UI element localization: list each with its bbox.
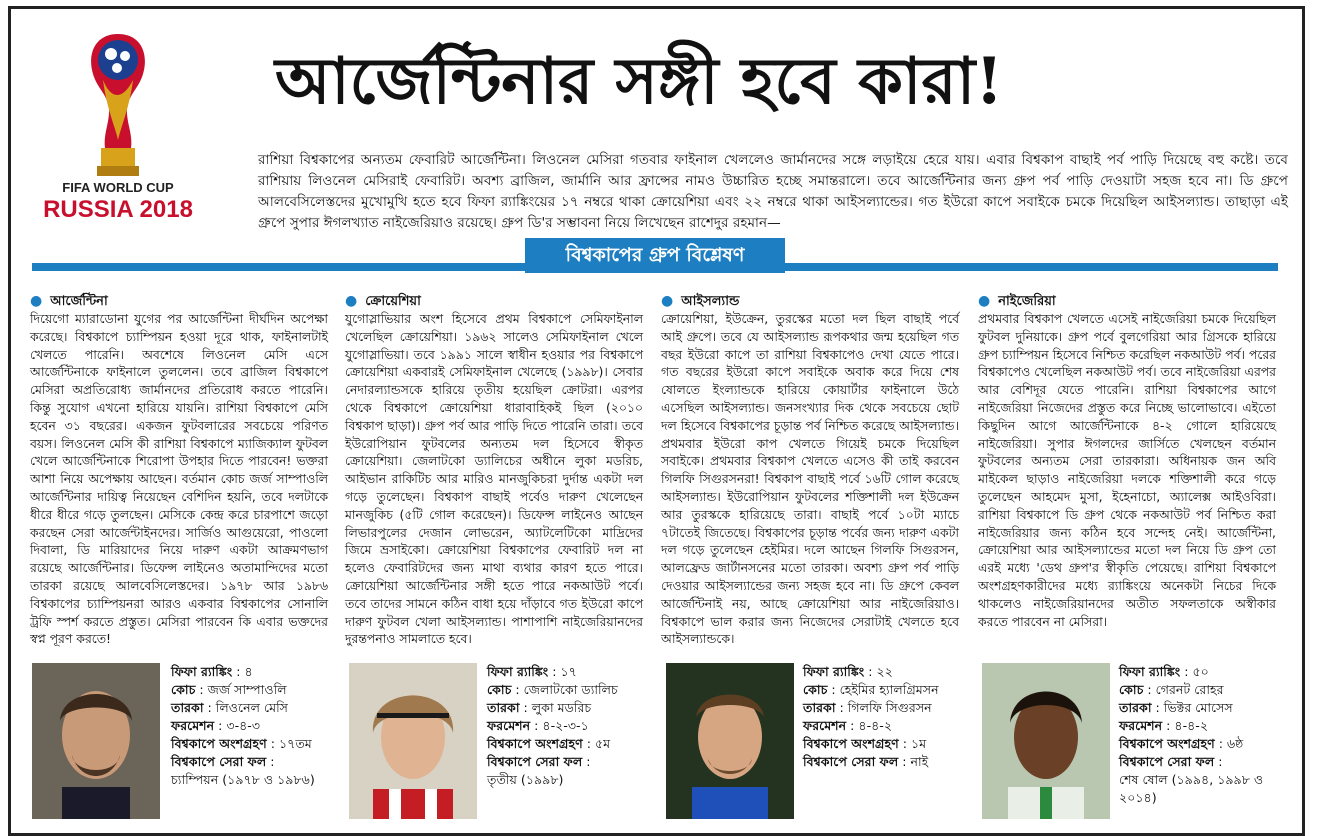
team-column-croatia — [345, 293, 643, 648]
team-article: দিয়েগো ম্যারাডোনা যুগের পর আর্জেন্টিনা দীর্ঘদিন অপেক্ষা করেছে। বিশ্বকাপে চ্যাম্পিয়ন হওয়া দূরে থাক, ফাইনালটাই খেলতে পারেনি। অবশেষে লিওনেল মেসি এসে আর্জেন্টিনাকে ফাইনালে তুললেন। তবে ব্রাজিল বিশ্বকাপে মেসিরা অপ্রতিরোধ্য জার্মানদের প্রতিরোধ করতে পারেনি। কিন্তু সুযোগ এখনো হারিয়ে যায়নি। রাশিয়া বিশ্বকাপে মেসি হবেন ৩১ বছরের। একজন ফুটবলারের সবচেয়ে পরিণত বয়স। লিওনেল মেসি কী রাশিয়া বিশ্বকাপে ম্যাজিক্যাল ফুটবল খেলে আর্জেন্টিনাকে শিরোপা উপহার দিতে পারবেন! ভক্তরা আশা নিয়ে অপেক্ষায় আছেন। বর্তমান কোচ জর্জ সাম্পাওলি আর্জেন্টিনার দায়িত্ব নিয়েছেন বেশিদিন হয়নি, তবে দলটাকে ধীরে ধীরে গড়ে তুলছেন। মেসিকে কেন্দ্র করে চারপাশে জড়ো করছেন সেরা আর্জেন্টাইনদের। সার্জিও আগুয়েরো, পাওলো দিবালা, ডি মারিয়াদের নিয়ে দারুণ একটা আক্রমণভাগ রয়েছে আর্জেন্টিনার। ডিফেন্স লাইনেও অতামান্দিদের মতো তারকা রয়েছে আলবেসিলেস্তদের। ১৯৭৮ আর ১৯৮৬ বিশ্বকাপের চ্যাম্পিয়নরা আরও একবার বিশ্বকাপের সোনালি ট্রফি স্পর্শ করতে প্রস্তুত। মেসিরা পারবেন কি এবার ভক্তদের স্বপ্ন পূরণ করতে! — [30, 311, 328, 647]
bullet-icon: ● — [345, 293, 358, 309]
team-column-iceland — [661, 293, 959, 648]
stat-formation: ফরমেশন : ৪-২-৩-১ — [487, 718, 589, 733]
player-photo-argentina — [32, 663, 160, 819]
team-stats-croatia — [487, 663, 659, 789]
player-photo-nigeria — [982, 663, 1110, 819]
stat-formation: ফরমেশন : ৪-৪-২ — [1119, 718, 1209, 733]
stat-star: তারকা : ভিক্টর মোসেস — [1119, 700, 1233, 715]
stat-coach: কোচ : হেইমির হ্যালগ্রিমসন — [803, 682, 939, 697]
bullet-icon: ● — [30, 293, 43, 309]
stat-appearance: বিশ্বকাপে অংশগ্রহণ : ১ম — [803, 736, 927, 751]
intro-paragraph: রাশিয়া বিশ্বকাপের অন্যতম ফেবারিট আর্জেন্টিনা। লিওনেল মেসিরা গতবার ফাইনাল খেললেও জার্মানদের সঙ্গে লড়াইয়ে হেরে যায়। এবার বিশ্বকাপ বাছাই পর্ব পাড়ি দিয়েছে বহু কষ্টে। তবে রাশিয়ায় লিওনেল মেসিরাই ফেবারিট। অবশ্য ব্রাজিল, জার্মানি আর ফ্রান্সের নামও উচ্চারিত হচ্ছে সমান্তরালে। তবে আর্জেন্টিনার জন্য গ্রুপ পর্ব পাড়ি দেওয়াটা সহজ হবে না। ডি গ্রুপে আলবেসিলেস্তদের মুখোমুখি হতে হবে ফিফা র‌্যাঙ্কিংয়ের ১৭ নম্বরে থাকা ক্রোয়েশিয়া এবং ২২ নম্বরে থাকা আইসল্যান্ডের। গত ইউরো কাপে সবাইকে চমকে দিয়েছিল আইসল্যান্ড। তাছাড়া এই গ্রুপে সুপার ঈগলখ্যাত নাইজেরিয়াও রয়েছে। গ্রুপ ডি'র সম্ভাবনা নিয়ে লিখেছেন রাশেদুর রহমান— — [258, 152, 1288, 231]
stat-best-result: বিশ্বকাপে সেরা ফল : তৃতীয় (১৯৯৮) — [487, 754, 591, 787]
bullet-icon: ● — [978, 293, 991, 309]
team-column-nigeria — [978, 293, 1276, 630]
world-cup-logo — [28, 30, 208, 230]
stat-appearance: বিশ্বকাপে অংশগ্রহণ : ৬ষ্ঠ — [1119, 736, 1244, 751]
bullet-icon: ● — [661, 293, 674, 309]
headline: আর্জেন্টিনার সঙ্গী হবে কারা! — [275, 44, 1004, 119]
team-article: প্রথমবার বিশ্বকাপ খেলতে এসেই নাইজেরিয়া চমকে দিয়েছিল ফুটবল দুনিয়াকে। গ্রুপ পর্বে বুলগেরিয়া আর গ্রিসকে হারিয়ে গ্রুপ চ্যাম্পিয়ন হিসেবে নিশ্চিত করেছিল নকআউট পর্ব। পরের বিশ্বকাপেও খেলেছিল নকআউট পর্ব। তবে নাইজেরিয়া এরপর আর বেশিদূর যেতে পারেনি। রাশিয়া বিশ্বকাপের আগে নাইজেরিয়া নিজেদের প্রস্তুত করে নিচ্ছে ভালোভাবে। এইতো কিছুদিন আগে আর্জেন্টিনাকে ৪-২ গোলে হারিয়েছে নাইজেরিয়া। সুপার ঈগলদের জার্সিতে খেলছেন বর্তমান ফুটবলের অন্যতম সেরা তারকারা। অধিনায়ক জন অবি মাইকেল ছাড়াও নাইজেরিয়া দলকে শক্তিশালী করে গড়ে তুলেছেন আহমেদ মুসা, ইহেনাচো, অ্যালেক্স আইওবিরা। রাশিয়া বিশ্বকাপে ডি গ্রুপ থেকে নকআউট পর্ব নিশ্চিত করা নাইজেরিয়ার জন্য কঠিন হবে সন্দেহ নেই। আর্জেন্টিনা, ক্রোয়েশিয়া আর আইসল্যান্ডের মতো দল নিয়ে ডি গ্রুপ তো এরই মধ্যে 'ডেথ গ্রুপ'র স্বীকৃতি পেয়েছে। রাশিয়া বিশ্বকাপে অংশগ্রহণকারীদের মধ্যে র‌্যাঙ্কিংয়ে অনেকটা নিচের দিকে থাকলেও নাইজেরিয়ানদের অতীত সফলতাকে অস্বীকার করতে পারবেন না মেসিরা। — [978, 311, 1276, 629]
team-stats-nigeria — [1119, 663, 1291, 807]
team-article: ক্রোয়েশিয়া, ইউক্রেন, তুরস্কের মতো দল ছিল বাছাই পর্বে আই গ্রুপে। তবে যে আইসল্যান্ড রূপকথার জন্ম হয়েছিল গত বছর ইউরো কাপে তা রাশিয়া বিশ্বকাপেও দেখা যেতে পারে। গত বছরের ইউরো কাপে সবাইকে অবাক করে দিয়ে শেষ ষোলতে ইংল্যান্ডকে হারিয়ে কোয়ার্টার ফাইনালে উঠে এসেছিল আইসল্যান্ড। জনসংখ্যার দিক থেকে সবচেয়ে ছোট দল হিসেবে বিশ্বকাপের চূড়ান্ত পর্ব নিশ্চিত করেছে আইসল্যান্ড। প্রথমবার ইউরো কাপ খেলতে গিয়েই চমকে দিয়েছিল সবাইকে। প্রথমবার বিশ্বকাপ খেলতে এসেও কী তাই করবেন গিলফি সিগুরসনরা! বিশ্বকাপ বাছাই পর্বে ১৬টি গোল করেছে আইসল্যান্ড। ইউরোপিয়ান ফুটবলের শক্তিশালী দল ইউক্রেন আর তুরস্ককে হারিয়েছে তারা। বাছাই পর্বে ১০টা ম্যাচে ৭টাতেই জিতেছে। বিশ্বকাপের চূড়ান্ত পর্বের জন্য দারুণ একটা দল গড়ে তুলেছেন হেইমির। দলে আছেন গিলফি সিগুরসন, আলফ্রেড জার্টানসনের মতো তারকা। অবশ্য গ্রুপ পর্ব পাড়ি দেওয়ার আইসল্যান্ডের জন্য সহজ হবে না। ডি গ্রুপে কেবল আর্জেন্টিনাই নয়, আছে ক্রোয়েশিয়া আর নাইজেরিয়াও। বিশ্বকাপে ভাল করার জন্য নিজেদের সেরাটাই খেলতে হবে আইসল্যান্ডকে। — [661, 311, 959, 647]
team-heading — [30, 293, 328, 310]
team-column-argentina — [30, 293, 328, 648]
stat-formation: ফরমেশন : ৪-৪-২ — [803, 718, 893, 733]
stat-star: তারকা : গিলফি সিগুরসন — [803, 700, 932, 715]
stat-formation: ফরমেশন : ৩-৪-৩ — [171, 718, 261, 733]
stat-appearance: বিশ্বকাপে অংশগ্রহণ : ৫ম — [487, 736, 611, 751]
stat-ranking: ফিফা র‌্যাঙ্কিং : ৪ — [171, 664, 253, 679]
team-stats-argentina — [171, 663, 343, 789]
stat-ranking: ফিফা র‌্যাঙ্কিং : ১৭ — [487, 664, 577, 679]
logo-line-1: FIFA WORLD CUP — [62, 180, 174, 195]
team-name: ক্রোয়েশিয়া — [365, 294, 421, 309]
stat-best-result: বিশ্বকাপে সেরা ফল : নাই — [803, 754, 929, 769]
team-heading — [345, 293, 643, 310]
player-photo-iceland — [666, 663, 794, 819]
team-name: আর্জেন্টিনা — [50, 294, 108, 309]
stat-coach: কোচ : জেলাটকো ড্যালিচ — [487, 682, 618, 697]
stat-star: তারকা : লিওনেল মেসি — [171, 700, 288, 715]
section-label: বিশ্বকাপের গ্রুপ বিশ্লেষণ — [525, 238, 785, 273]
trophy-emblem-icon — [83, 30, 153, 180]
team-stats-iceland — [803, 663, 975, 771]
stat-ranking: ফিফা র‌্যাঙ্কিং : ২২ — [803, 664, 893, 679]
stat-best-result: বিশ্বকাপে সেরা ফল : শেষ ষোল (১৯৯৪, ১৯৯৮ ও ২০১৪) — [1119, 754, 1264, 805]
stat-coach: কোচ : জর্জ সাম্পাওলি — [171, 682, 287, 697]
team-heading — [661, 293, 959, 310]
team-heading — [978, 293, 1276, 310]
logo-line-2: RUSSIA 2018 — [43, 196, 193, 223]
player-photo-croatia — [349, 663, 477, 819]
stat-star: তারকা : লুকা মডরিচ — [487, 700, 592, 715]
team-article: যুগোস্লাভিয়ার অংশ হিসেবে প্রথম বিশ্বকাপে সেমিফাইনাল খেলেছিল ক্রোয়েশিয়া। ১৯৬২ সালেও সেমিফাইনাল খেলে যুগোস্লাভিয়া। তবে ১৯৯১ সালে স্বাধীন হওয়ার পর বিশ্বকাপে ক্রোয়েশিয়া একবারই সেমিফাইনাল খেলেছে (১৯৯৮)। সেবার নেদারল্যান্ডসকে হারিয়ে তৃতীয় হয়েছিল ক্রোটরা। এরপর থেকে বিশ্বকাপে ক্রোয়েশিয়া ধারাবাহিকই ছিল (২০১০ বিশ্বকাপ ছাড়া)। গ্রুপ পর্ব আর পাড়ি দিতে পারেনি তারা। তবে ইউরোপিয়ান ফুটবলের অন্যতম দল হিসেবে স্বীকৃত ক্রোয়েশিয়া। জেলাটকো ড্যালিচের অধীনে লুকা মডরিচ, আইভান রাকিটিচ আর মারিও মানজুকিচরা দুর্দান্ত একটা দল গড়ে তুলেছেন। বিশ্বকাপ বাছাই পর্বেও দারুণ খেলেছেন মানজুকিচ (৫টি গোল করেছেন)। ডিফেন্স লাইনেও আছেন লিভারপুলের দেজান লোভরেন, অ্যাটলেটিকো মাদ্রিদের জিমে ভ্রসাইকো। ক্রোয়েশিয়া বিশ্বকাপের ফেবারিট দল না হলেও ফেবারিটদের জন্য মাথা ব্যথার কারণ হতে পারে। ক্রোয়েশিয়া আর্জেন্টিনার সঙ্গী হতে পারে নকআউট পর্বে। তবে তাদের সামনে কঠিন বাধা হয়ে দাঁড়াবে গত ইউরো কাপে দারুণ ফুটবল খেলা আইসল্যান্ড। পাশাপাশি নাইজেরিয়ানদের দুরন্তপনাও সামলাতে হবে। — [345, 311, 643, 647]
team-name: নাইজেরিয়া — [998, 294, 1056, 309]
stat-coach: কোচ : গেরনট রোহর — [1119, 682, 1224, 697]
stat-ranking: ফিফা র‌্যাঙ্কিং : ৫০ — [1119, 664, 1209, 679]
team-name: আইসল্যান্ড — [681, 294, 740, 309]
stat-best-result: বিশ্বকাপে সেরা ফল : চ্যাম্পিয়ন (১৯৭৮ ও ১৯৮৬) — [171, 754, 315, 787]
stat-appearance: বিশ্বকাপে অংশগ্রহণ : ১৭তম — [171, 736, 312, 751]
